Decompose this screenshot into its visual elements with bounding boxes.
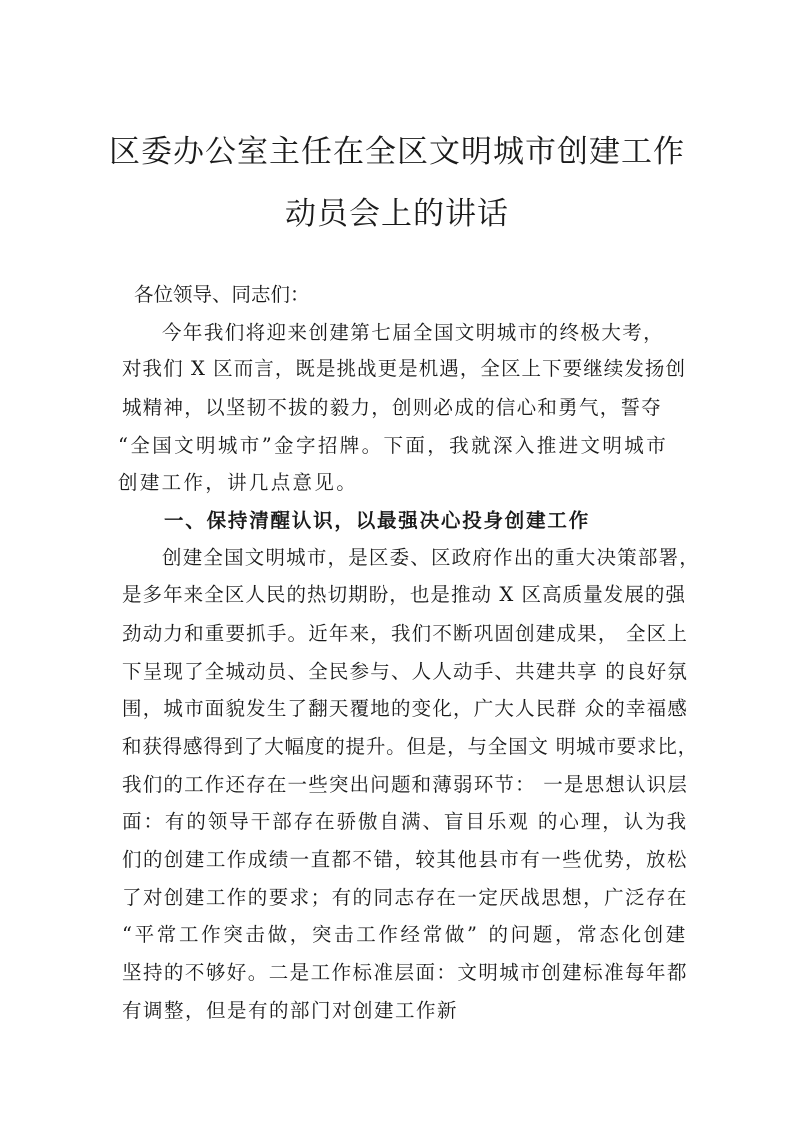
body-line-11: “平常工作突击做，突击工作经常做” 的问题，常态化创建	[122, 923, 688, 946]
body-line-7: 我们的工作还存在一些突出问题和薄弱环节： 一是思想认识层	[122, 773, 689, 796]
intro-line-3: 城精神，以坚韧不拔的毅力，创则必成的信心和勇气，誓夺	[122, 396, 663, 419]
section-1-heading: 一、保持清醒认识，以最强决心投身创建工作	[164, 509, 591, 532]
body-line-2: 是多年来全区人民的热切期盼，也是推动 X 区高质量发展的强	[122, 583, 687, 606]
salutation: 各位领导、同志们：	[134, 283, 310, 306]
body-line-3: 劲动力和重要抓手。近年来，我们不断巩固创建成果， 全区上	[122, 622, 689, 645]
document-title-line-1: 区委办公室主任在全区文明城市创建工作	[109, 134, 685, 170]
body-line-5: 围，城市面貌发生了翻天覆地的变化，广大人民群 众的幸福感	[122, 697, 689, 720]
body-line-13: 有调整，但是有的部门对创建工作新	[122, 999, 459, 1022]
intro-line-2: 对我们 X 区而言，既是挑战更是机遇，全区上下要继续发扬创	[122, 357, 687, 380]
body-line-12: 坚持的不够好。二是工作标准层面：文明城市创建标准每年都	[122, 961, 688, 984]
body-line-10: 了对创建工作的要求；有的同志存在一定厌战思想，广泛存在	[122, 886, 688, 909]
body-line-4: 下呈现了全城动员、全民参与、人人动手、共建共享 的良好氛	[122, 660, 689, 683]
body-line-6: 和获得感得到了大幅度的提升。但是，与全国文 明城市要求比，	[122, 735, 698, 758]
intro-line-1: 今年我们将迎来创建第七届全国文明城市的终极大考，	[162, 321, 665, 344]
intro-line-4: “全国文明城市”金字招牌。下面，我就深入推进文明城市	[118, 434, 669, 457]
body-line-1: 创建全国文明城市，是区委、区政府作出的重大决策部署，	[162, 546, 700, 569]
body-line-8: 面：有的领导干部存在骄傲自满、盲目乐观 的心理，认为我	[122, 810, 689, 833]
document-title-line-2: 动员会上的讲话	[285, 196, 509, 232]
body-line-9: 们的创建工作成绩一直都不错，较其他县市有一些优势，放松	[122, 848, 688, 871]
intro-line-5: 创建工作，讲几点意见。	[118, 471, 359, 494]
